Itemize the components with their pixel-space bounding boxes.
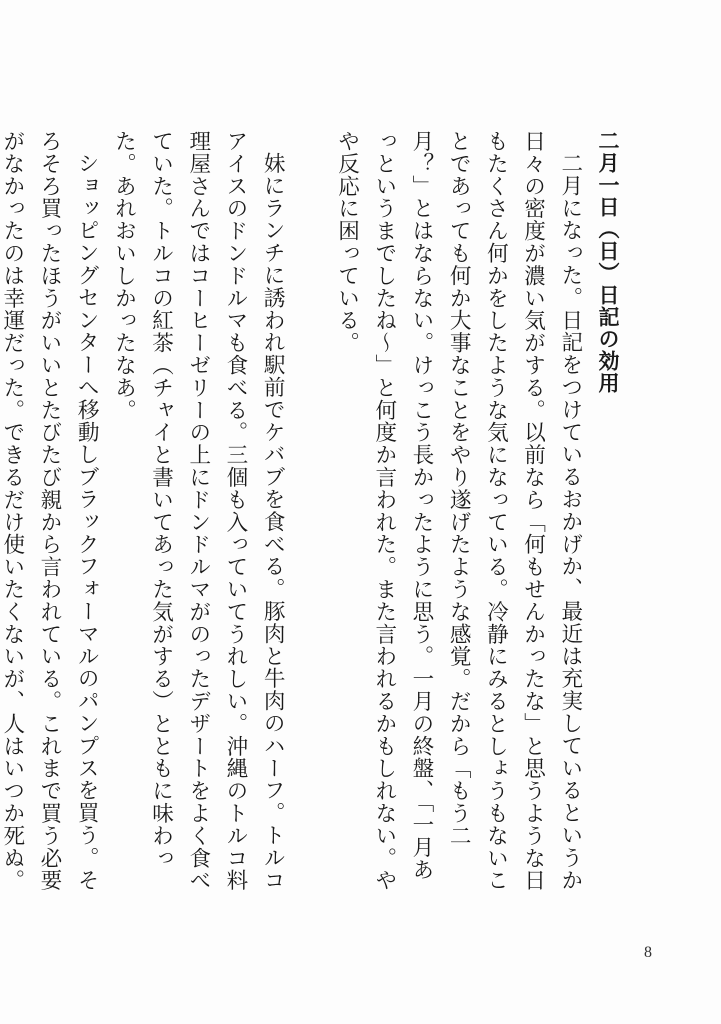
paragraph-2: 妹にランチに誘われ駅前でケバブを食べる。豚肉と牛肉のハーフ。トルコアイスのドンドルマも食べる。三個も入っていてうれしい。沖縄のトルコ料理屋さんではコーヒーゼリーの上にドンドルマがのったデザートをよく食べていた。トルコの紅茶（チャイと書いてあった気がする）とともに味わった。あれおいしかったなあ。: [111, 130, 286, 892]
vertical-text-column: [0, 130, 626, 902]
paragraph-break: [291, 130, 328, 902]
paragraph-3: ショッピングセンターへ移動しブラックフォーマルのパンプスを買う。そろそろ買ったほうがいいとたびたび親から言われている。これまで買う必要がなかったのは幸運だった。できるだけ使いたくないが、人はいつか死ぬ。: [0, 130, 100, 892]
page-number: 8: [644, 944, 652, 961]
entry-heading: 二月一日（日）日記の効用: [596, 130, 620, 394]
paragraph-1: 二月になった。日記をつけているおかげか、最近は充実しているというか日々の密度が濃い気がする。以前なら「何もせんかったな」と思うような日もたくさん何かをしたような気になっている。冷静にみるとしょうもないことであっても何か大事なことをやり遂げたような感覚。だから「もう二月？」とはならない。けっこう長かったように思う。一月の終盤、「一月あっというまでしたね〜」と何度か言われた。また言われるかもしれない。やや反応に困っている。: [334, 130, 583, 892]
